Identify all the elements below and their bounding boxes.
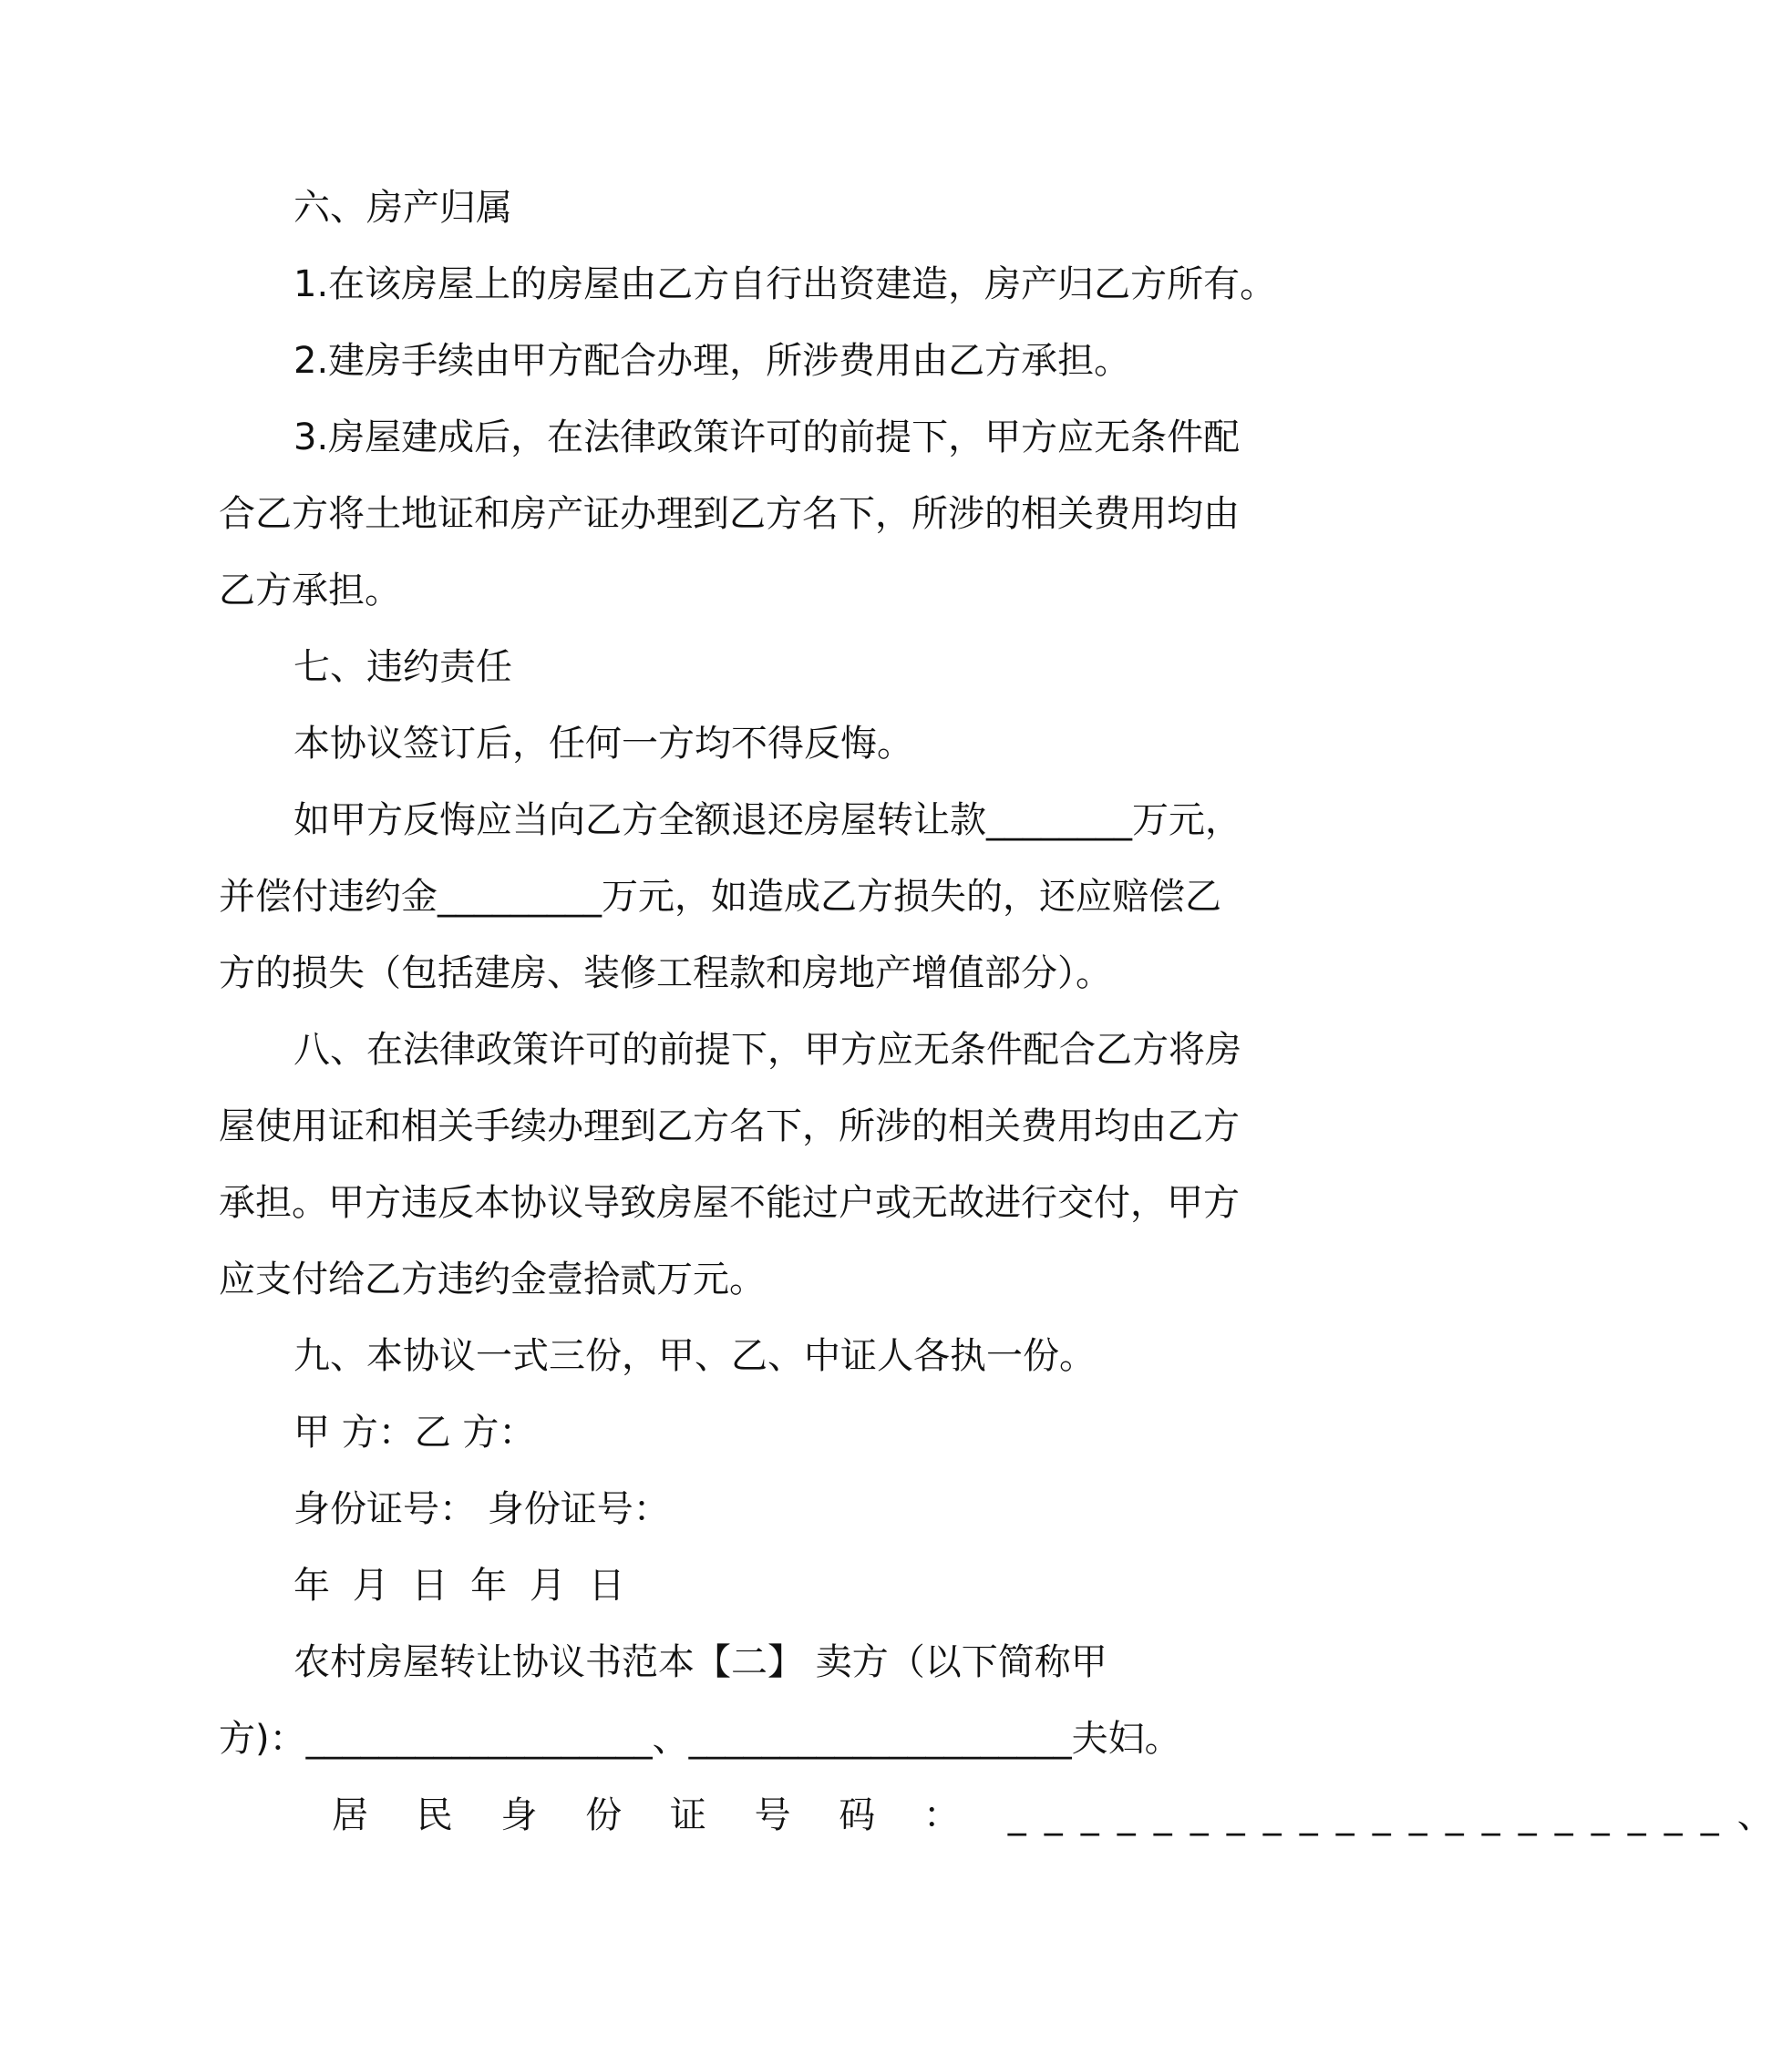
- clause-8-line-3: 承担。甲方违反本协议导致房屋不能过户或无故进行交付，甲方: [219, 1182, 1240, 1224]
- signature-id-numbers: 身份证号： 身份证号：: [294, 1488, 670, 1530]
- section-heading-property-ownership: 六、房产归属: [294, 187, 512, 229]
- clause-6-3-line-3: 乙方承担。: [219, 570, 401, 611]
- clause-6-2: 2.建房手续由甲方配合办理，所涉费用由乙方承担。: [294, 340, 1131, 382]
- signature-dates: 年 月 日 年 月 日: [294, 1565, 631, 1607]
- template-title-2: 农村房屋转让协议书范本【二】 卖方（以下简称甲: [294, 1641, 1107, 1683]
- section-heading-breach-liability: 七、违约责任: [294, 646, 512, 688]
- clause-8-line-4: 应支付给乙方违约金壹拾贰万元。: [219, 1259, 766, 1300]
- clause-8-line-1: 八、在法律政策许可的前提下，甲方应无条件配合乙方将房: [294, 1029, 1241, 1071]
- clause-7-line-4: 方的损失（包括建房、装修工程款和房地产增值部分）。: [219, 952, 1112, 994]
- clause-8-line-2: 屋使用证和相关手续办理到乙方名下，所涉的相关费用均由乙方: [219, 1105, 1240, 1147]
- clause-7-line-3: 并偿付违约金_________万元，如造成乙方损失的，还应赔偿乙: [219, 876, 1221, 918]
- signature-parties: 甲 方：乙 方：: [294, 1412, 536, 1454]
- clause-7-line-1: 本协议签订后，任何一方均不得反悔。: [294, 723, 913, 765]
- seller-name-line: 方)：___________________、_____________________夫妇。: [219, 1718, 1181, 1760]
- clause-9: 九、本协议一式三份，甲、乙、中证人各执一份。: [294, 1335, 1096, 1377]
- clause-6-1: 1.在该房屋上的房屋由乙方自行出资建造，房产归乙方所有。: [294, 263, 1277, 305]
- clause-7-line-2: 如甲方反悔应当向乙方全额退还房屋转让款________万元，: [294, 799, 1241, 841]
- clause-6-3-line-2: 合乙方将土地证和房产证办理到乙方名下，所涉的相关费用均由: [219, 493, 1240, 535]
- clause-6-3-line-1: 3.房屋建成后，在法律政策许可的前提下，甲方应无条件配: [294, 416, 1241, 458]
- resident-id-line: 居 民 身 份 证 号 码 ： ____________________、: [332, 1794, 1792, 1836]
